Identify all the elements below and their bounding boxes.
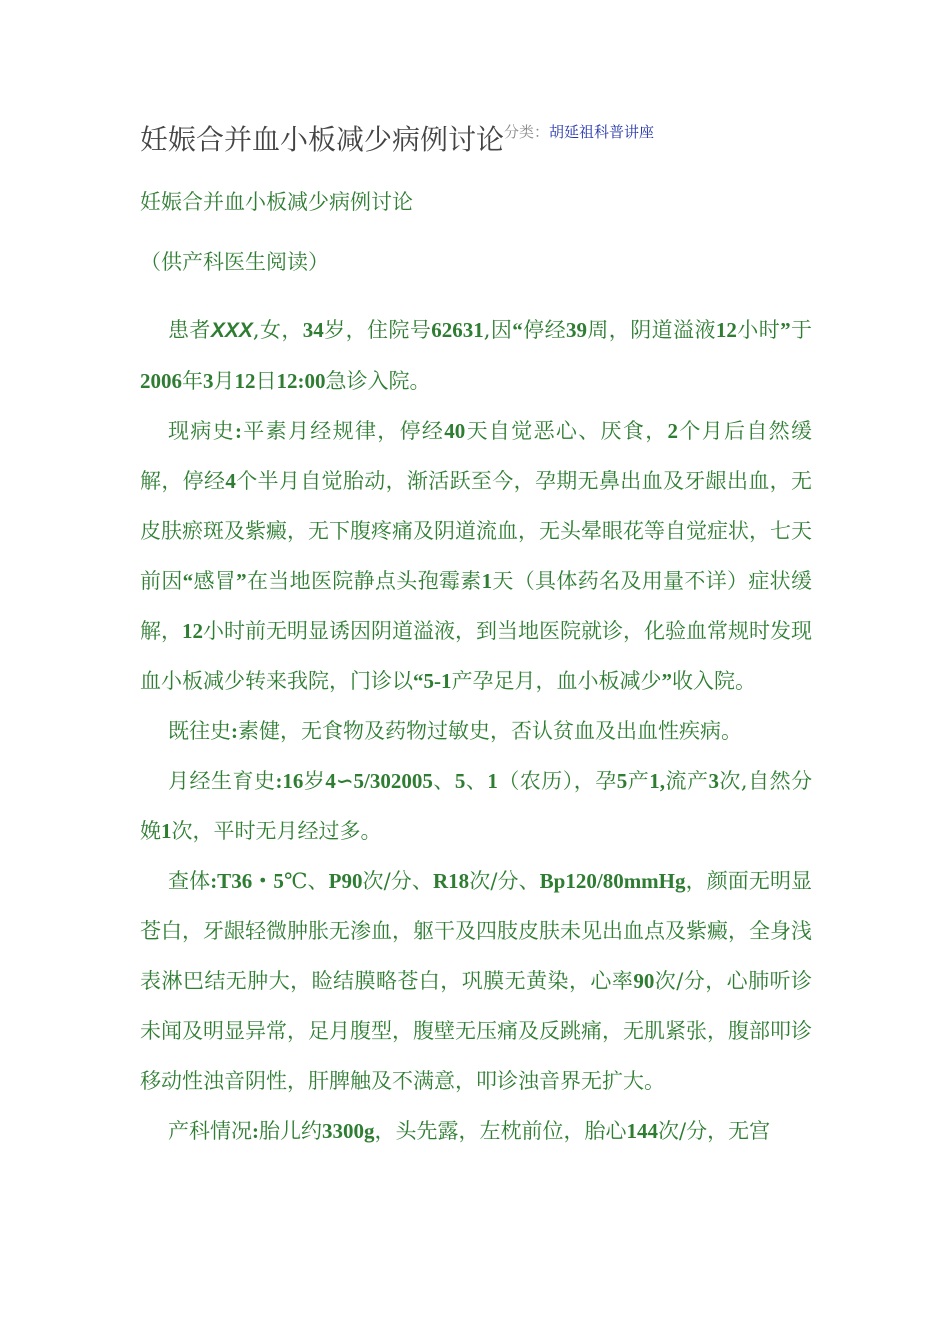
paragraph-obstetric <box>140 1106 812 1156</box>
menstrual-formula: 4∽5/302005 <box>325 769 433 793</box>
text-run: 个月后自然缓解，停经 <box>140 419 813 493</box>
text-run: ，颜面无明显苍白，牙龈轻微肿胀无渗血，躯干及四肢皮肤未见出血点及紫癜，全身浅表淋巴结无肿大，睑结膜略苍白，巩膜无黄染，心率 <box>140 869 813 993</box>
blood-pressure-value: Bp120/80mmHg <box>539 869 686 893</box>
text-run: 胎儿约 <box>259 1119 322 1143</box>
colon: : <box>252 1119 259 1143</box>
number: 5 <box>454 769 466 793</box>
quote-mark: “ <box>512 318 523 342</box>
article-subtitle: 妊娠合并血小板减少病例讨论 <box>140 190 413 214</box>
pulse-value: P90 <box>328 869 363 893</box>
quote-mark: ” <box>780 318 791 342</box>
admission-number: 62631 <box>431 318 484 342</box>
number: 4 <box>225 469 236 493</box>
hours-value: 12 <box>715 318 737 342</box>
quote-mark: ” <box>661 669 672 693</box>
section-label: 既往史 <box>168 719 231 743</box>
text-run: 感冒 <box>193 569 237 593</box>
text-run: 患者 <box>168 318 211 342</box>
text-run: 停经 <box>522 318 566 342</box>
text-run: ,因 <box>483 318 513 342</box>
category-label: 分类： <box>504 123 550 141</box>
paragraph-admission <box>140 305 812 406</box>
title-row <box>140 118 654 158</box>
quoted-code: “5-1 <box>413 669 452 693</box>
fetal-heart-value: 144 <box>626 1119 658 1143</box>
number: 1 <box>487 769 498 793</box>
heart-rate-value: 90 <box>633 969 655 993</box>
text-run: 自然分娩 <box>140 769 813 843</box>
text-run: 平素月经规律，停经 <box>241 419 445 443</box>
text-run: （农历），孕 <box>497 769 617 793</box>
text-run: 小时 <box>736 318 781 342</box>
text-run: 产 <box>627 769 650 793</box>
text-run: ,女， <box>252 318 303 342</box>
text-run: 于 <box>790 318 813 342</box>
text-run: 岁，住院号 <box>323 318 432 342</box>
year-value: 2006 <box>140 369 182 393</box>
text-run: 天自觉恶心、厌食， <box>465 419 668 443</box>
number: :16 <box>275 769 304 793</box>
audience-note: （供产科医生阅读） <box>140 250 329 274</box>
number: 1, <box>649 769 665 793</box>
paragraph-menstrual-history <box>140 756 812 856</box>
number: 2 <box>667 419 679 443</box>
text-run: 个半月自觉胎动，渐活跃至今，孕期无鼻出血及牙龈出血，无皮肤瘀斑及紫癜，无下腹疼痛及阴道流血，无头晕眼花等自觉症状，七天前因 <box>140 469 813 593</box>
quote-mark: ” <box>236 569 247 593</box>
text-run: 周，阴道溢液 <box>586 318 716 342</box>
section-label: 产科情况 <box>168 1119 252 1143</box>
paragraph-physical-exam <box>140 856 812 1106</box>
patient-name: XXX <box>210 319 253 342</box>
text-run: 次/分、 <box>362 869 433 893</box>
paragraph-present-illness <box>140 406 812 706</box>
colon: : <box>231 719 238 743</box>
text-run: , <box>740 769 748 793</box>
section-label: 月经生育史 <box>168 769 276 793</box>
text-run: ℃、 <box>283 869 329 893</box>
section-label: 查体 <box>168 869 211 893</box>
number: 1 <box>481 569 493 593</box>
patient-age: 34 <box>302 318 324 342</box>
number: 40 <box>444 419 466 443</box>
text-run: 次 <box>718 769 741 793</box>
text-run: 天（具体药名及用量不详）症状缓解， <box>140 569 812 643</box>
month-value: 3 <box>203 369 214 393</box>
category-link[interactable]: 胡延祖科普讲座 <box>549 123 655 141</box>
text-run: 产孕足月，血小板减少 <box>451 669 662 693</box>
text-run: 次/分、 <box>469 869 540 893</box>
paragraph-past-history <box>140 706 812 756</box>
text-run: 日 <box>255 369 277 393</box>
text-run: 小时前无明显诱因阴道溢液，到当地医院就诊，化验血常规时发现血小板减少转来我院，门诊以 <box>140 619 812 693</box>
colon: : <box>234 419 242 443</box>
number: 12 <box>182 619 203 643</box>
text-run: ，头先露，左枕前位，胎心 <box>374 1119 627 1143</box>
gestation-weeks: 39 <box>565 318 587 342</box>
quote-mark: “ <box>182 569 194 593</box>
article-body <box>140 305 812 1156</box>
number: 5 <box>616 769 628 793</box>
text-run: 、 <box>465 769 488 793</box>
number: 3 <box>708 769 719 793</box>
text-run: 收入院。 <box>672 669 756 693</box>
text-run: 素健，无食物及药物过敏史，否认贫血及出血性疾病。 <box>238 719 742 743</box>
text-run: 月 <box>213 369 235 393</box>
number: 1 <box>161 819 172 843</box>
text-run: 、 <box>432 769 455 793</box>
page-title: 妊娠合并血小板减少病例讨论 <box>140 123 505 156</box>
text-run: 流产 <box>664 769 709 793</box>
time-value: 12:00 <box>276 369 326 393</box>
text-run: 次，平时无月经过多。 <box>171 819 382 843</box>
text-run: 在当地医院静点头孢霉素 <box>246 569 482 593</box>
temperature-value: :T36・5 <box>210 869 284 893</box>
respiration-value: R18 <box>432 869 470 893</box>
text-run: 岁 <box>303 769 326 793</box>
section-label: 现病史 <box>168 419 235 443</box>
text-run: 次/分，心肺听诊未闻及明显异常，足月腹型，腹壁无压痛及反跳痛，无肌紧张，腹部叩诊移动性浊音阴性，肝脾触及不满意，叩诊浊音界无扩大。 <box>140 969 812 1093</box>
text-run: 年 <box>182 369 203 393</box>
text-run: 急诊入院。 <box>325 369 431 393</box>
text-run: 次/分，无宫 <box>658 1119 771 1143</box>
day-value: 12 <box>234 369 256 393</box>
fetal-weight-value: 3300g <box>322 1119 375 1143</box>
